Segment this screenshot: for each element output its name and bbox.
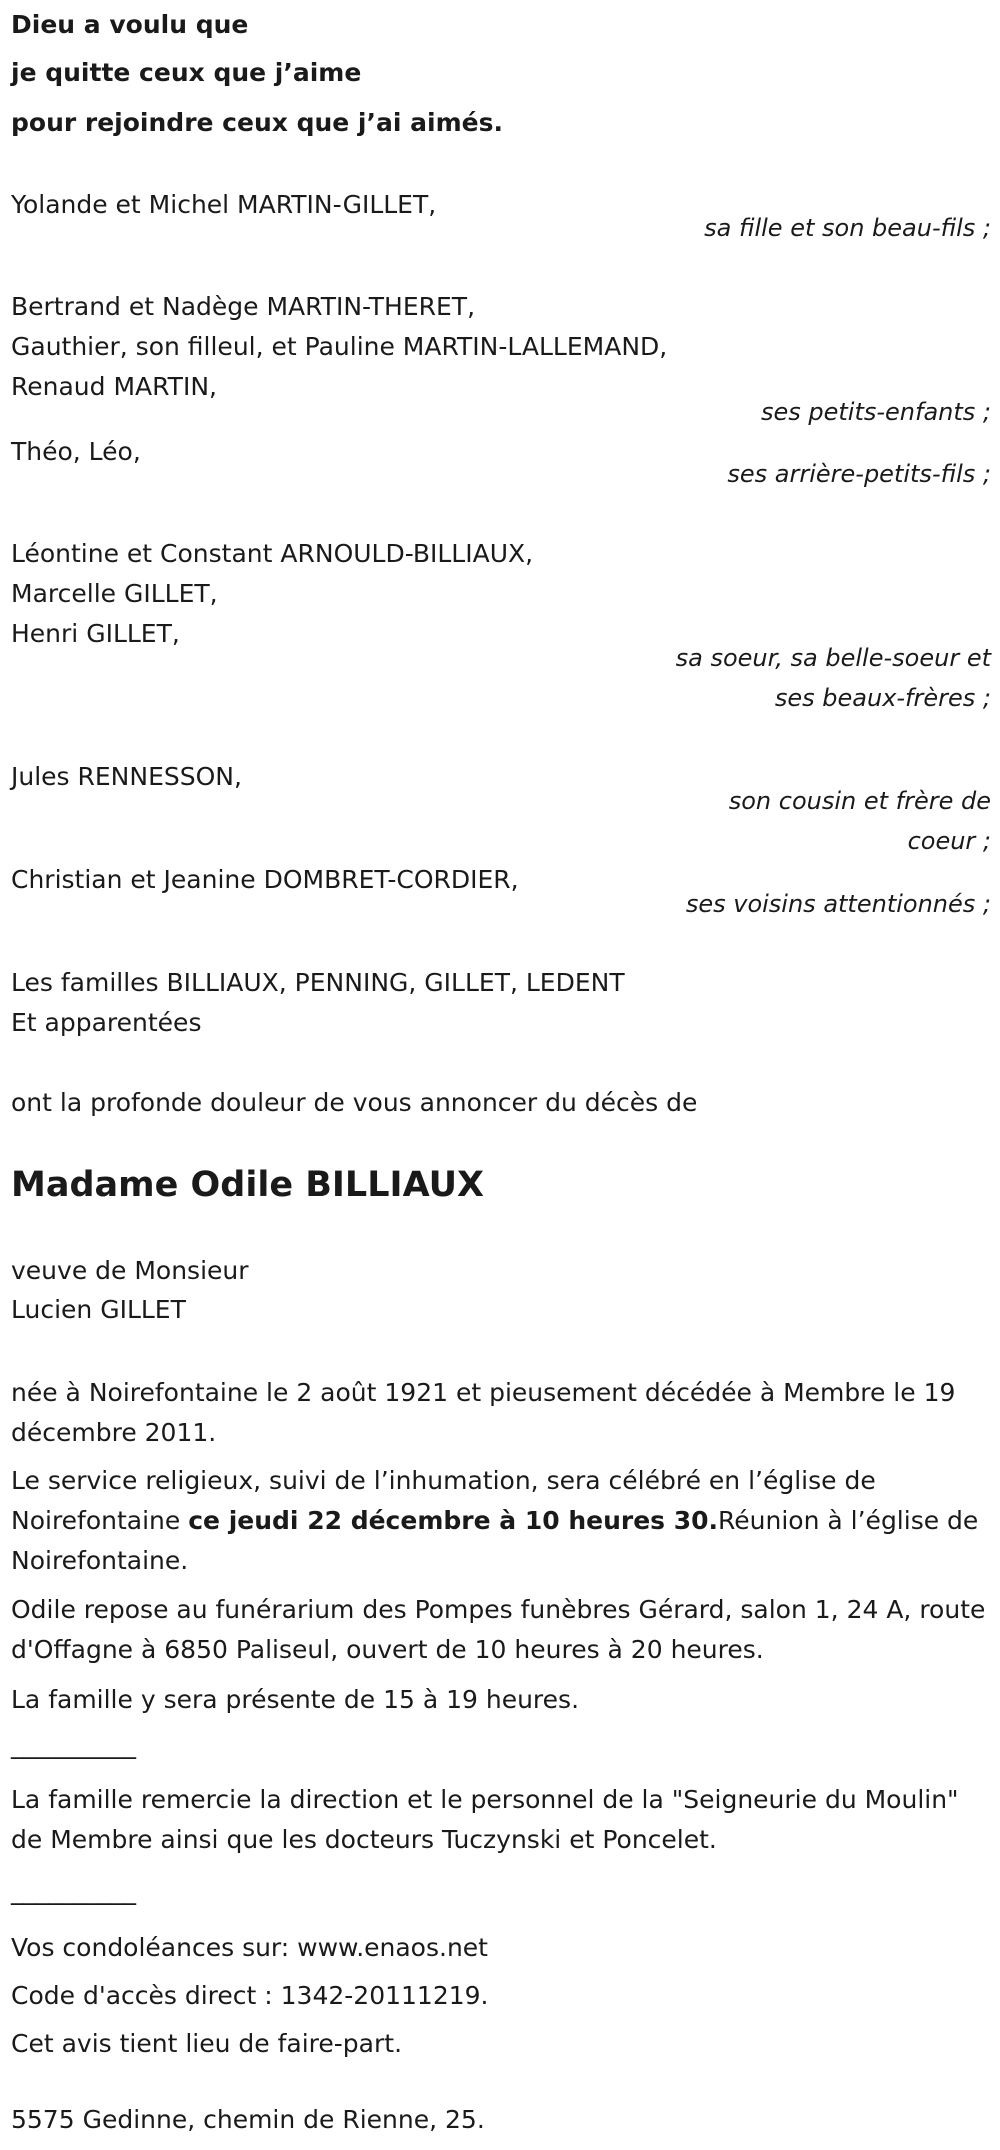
families-line-2: Et apparentées (11, 1008, 202, 1037)
address: 5575 Gedinne, chemin de Rienne, 25. (11, 2105, 485, 2134)
deceased-name: Madame Odile BILLIAUX (11, 1165, 484, 1205)
service-info (11, 1461, 986, 1581)
funerarium: Odile repose au funérarium des Pompes funèbres Gérard, salon 1, 24 A, route d'Offagne à 6850 Paliseul, ouvert de 10 heures à 20 heures. (11, 1595, 986, 1664)
service-text-before: Le service religieux, suivi de l’inhumation, sera célébré en l’église de Noirefontaine (11, 1466, 876, 1535)
daughter-relation: sa fille et son beau-fils ; (704, 214, 991, 242)
neighbours-relation: ses voisins attentionnés ; (685, 890, 991, 918)
notice: Cet avis tient lieu de faire-part. (11, 2029, 403, 2058)
thanks: La famille remercie la direction et le personnel de la "Seigneurie du Moulin" de Membre ainsi que les docteurs Tuczynski et Poncelet. (11, 1785, 959, 1854)
grandchildren-relation: ses petits-enfants ; (760, 398, 991, 426)
grandchild-1: Bertrand et Nadège MARTIN-THERET, (11, 292, 476, 321)
grandchild-2: Gauthier, son filleul, et Pauline MARTIN-LALLEMAND, (11, 332, 668, 361)
family-presence: La famille y sera présente de 15 à 19 heures. (11, 1685, 580, 1714)
separator-1: __________ (11, 1730, 136, 1759)
cousin: Jules RENNESSON, (11, 762, 242, 791)
access-code: Code d'accès direct : 1342-20111219. (11, 1981, 489, 2010)
birth-death: née à Noirefontaine le 2 août 1921 et pieusement décédée à Membre le 19 décembre 2011. (11, 1378, 956, 1447)
separator-2: __________ (11, 1876, 136, 1905)
widow-of-line-2: Lucien GILLET (11, 1295, 186, 1324)
service-text-after: Réunion à l’église de Noirefontaine. (11, 1506, 979, 1575)
families-line-1: Les familles BILLIAUX, PENNING, GILLET, LEDENT (11, 968, 625, 997)
widow-of-line-1: veuve de Monsieur (11, 1256, 249, 1285)
sibling-3: Henri GILLET, (11, 619, 180, 648)
sibling-2: Marcelle GILLET, (11, 579, 218, 608)
siblings-relation: sa soeur, sa belle-soeur et ses beaux-frères ; (675, 644, 991, 712)
great-grandchildren-relation: ses arrière-petits-fils ; (727, 460, 991, 488)
announcement: ont la profonde douleur de vous annoncer du décès de (11, 1088, 698, 1117)
intro-line-1: Dieu a voulu que (11, 10, 249, 39)
daughter-names: Yolande et Michel MARTIN-GILLET, (11, 190, 437, 219)
neighbours: Christian et Jeanine DOMBRET-CORDIER, (11, 865, 519, 894)
great-grandchildren: Théo, Léo, (11, 437, 141, 466)
condolences: Vos condoléances sur: www.enaos.net (11, 1933, 488, 1962)
intro-line-2: je quitte ceux que j’aime (11, 58, 362, 87)
service-datetime: ce jeudi 22 décembre à 10 heures 30. (188, 1506, 719, 1535)
grandchild-3: Renaud MARTIN, (11, 372, 217, 401)
sibling-1: Léontine et Constant ARNOULD-BILLIAUX, (11, 539, 534, 568)
cousin-relation: son cousin et frère de coeur ; (728, 787, 991, 855)
intro-line-3: pour rejoindre ceux que j’ai aimés. (11, 108, 503, 137)
